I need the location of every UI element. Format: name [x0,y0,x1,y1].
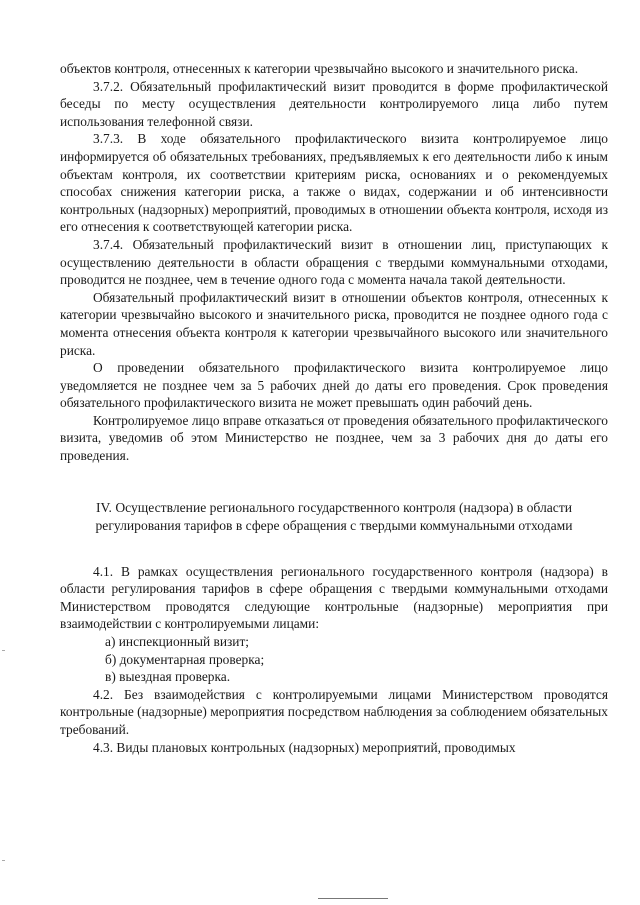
paragraph-4-3: 4.3. Виды плановых контрольных (надзорных) мероприятий, проводимых [93,739,516,755]
paragraph-4-2: 4.2. Без взаимодействия с контролируемыми лицами Министерством проводятся контрольные (надзорные) мероприятия посредством наблюдения за соблюдением обязательных требований. [60,686,608,737]
paragraph-mandatory-visit-risk: Обязательный профилактический визит в отношении объектов контроля, отнесенных к категории чрезвычайно высокого и значительного риска, проводится не позднее одного года с момента отнесения объекта контроля к категории чрезвычайного высокого или значительного риска. [60,289,608,358]
paragraph-visit-refusal: Контролируемое лицо вправе отказаться от проведения обязательного профилактического визита, уведомив об этом Министерство не позднее, чем за 3 рабочих дня до даты его проведения. [60,412,608,464]
paragraph-4-1: 4.1. В рамках осуществления регионального государственного контроля (надзора) в области регулирования тарифов в сфере обращения с твердыми коммунальными отходами Министерством проводятся следующие контрольные (надзорные) мероприятия при взаимодействии с контролируемыми лицами: [60,563,608,632]
paragraph-3-7-2: 3.7.2. Обязательный профилактический визит проводится в форме профилактической беседы по месту осуществления деятельности контролируемого лица либо путем использования телефонной связи. [60,78,608,129]
section-heading-iv: IV. Осуществление регионального государственного контроля (надзора) в области регулирования тарифов в сфере обращения с твердыми коммунальными отходами [95,499,573,533]
scan-margin-mark [2,860,5,861]
list-item-documentary-check: б) документарная проверка; [105,651,265,667]
paragraph-3-7-4: 3.7.4. Обязательный профилактический визит в отношении лиц, приступающих к осуществлению деятельности в области обращения с твердыми коммунальными отходами, проводится не позднее, чем в течение одного года с момента начала такой деятельности. [60,236,608,288]
footer-rule [318,898,388,899]
document-page [60,60,608,756]
paragraph-continuation: объектов контроля, отнесенных к категории чрезвычайно высокого и значительного риска. [60,61,579,76]
paragraph-3-7-3: 3.7.3. В ходе обязательного профилактического визита контролируемое лицо информируется об обязательных требованиях, предъявляемых к его деятельности либо к иным объектам контроля, их соответствии критериям риска, основаниях и о рекомендуемых способах снижения категории риска, а также о видах, содержании и об интенсивности контрольных (надзорных) мероприятий, проводимых в отношении объекта контроля, исходя из его отнесения к соответствующей категории риска. [60,131,608,235]
scan-margin-mark [2,650,5,651]
list-item-inspection-visit: а) инспекционный визит; [105,634,250,650]
paragraph-visit-notice: О проведении обязательного профилактического визита контролируемое лицо уведомляется не позднее чем за 5 рабочих дней до даты его проведения. Срок проведения обязательного профилактического визита не может превышать один рабочий день. [60,360,608,411]
list-item-field-check: в) выездная проверка. [105,669,231,685]
